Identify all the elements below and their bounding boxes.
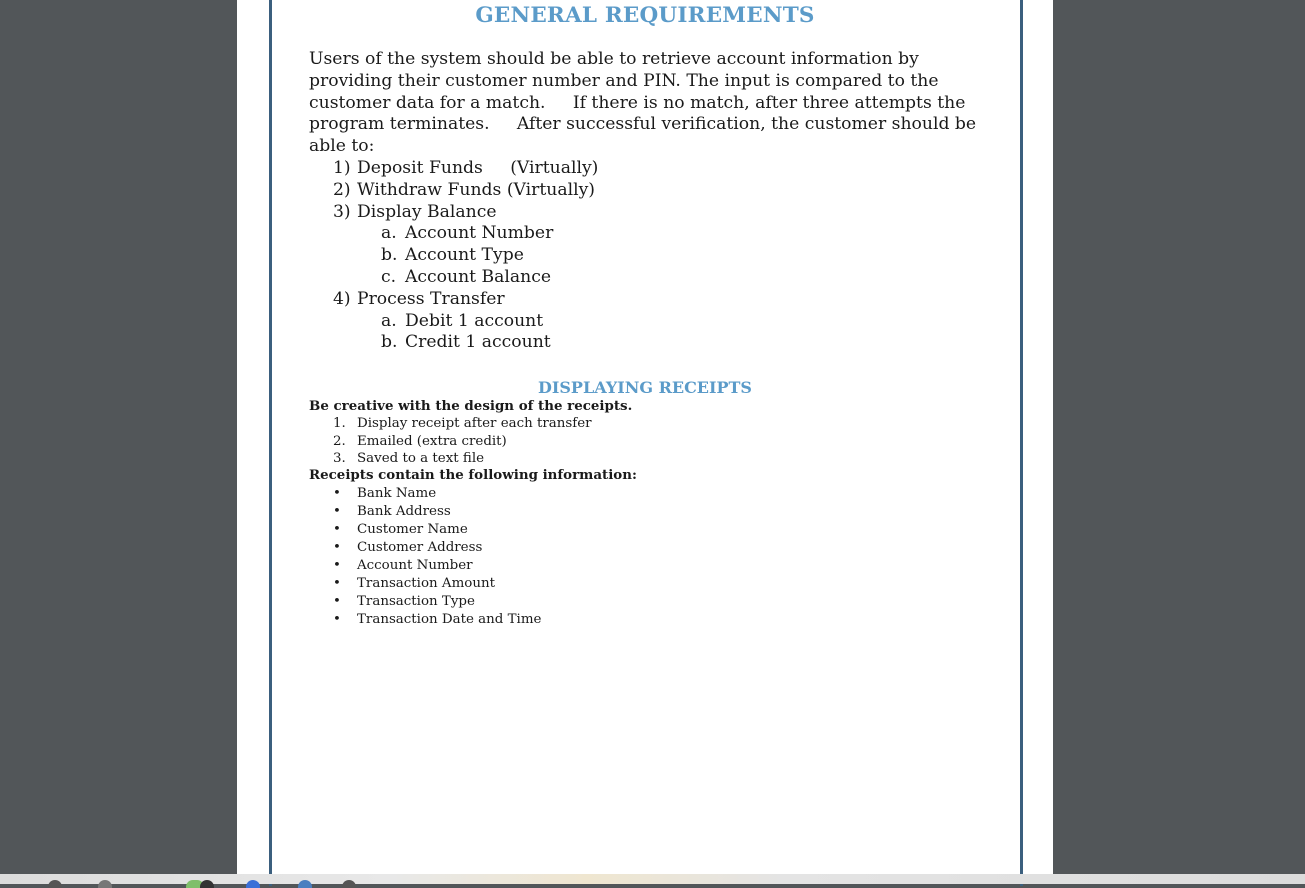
list-item (333, 593, 541, 611)
list-number: 1) (333, 158, 351, 178)
receipt-steps-list (333, 415, 592, 468)
bullet-icon: • (333, 522, 341, 537)
list-item (333, 575, 541, 593)
bullet-icon: • (333, 576, 341, 591)
list-item (333, 180, 598, 202)
feature-list (333, 158, 598, 354)
list-item (333, 415, 592, 433)
bullet-icon: • (333, 504, 341, 519)
bullet-icon: • (333, 540, 341, 555)
taskbar-app-icon[interactable] (200, 880, 214, 888)
list-number: 1. (333, 416, 346, 431)
list-label: Display Balance (357, 201, 497, 222)
list-label: Account Type (405, 245, 524, 266)
bullet-icon: • (333, 486, 341, 501)
list-label: Account Number (405, 223, 554, 244)
list-letter: a. (381, 310, 397, 331)
list-label: Account Balance (405, 266, 552, 287)
list-item (333, 521, 541, 539)
list-letter: b. (381, 245, 398, 266)
taskbar-app-icon[interactable] (246, 880, 260, 888)
list-number: 4) (333, 288, 351, 309)
list-subitem (333, 223, 598, 245)
list-label: Customer Name (357, 522, 468, 537)
receipts-intro: Be creative with the design of the receipts. (309, 398, 633, 414)
list-item (333, 433, 592, 451)
list-letter: b. (381, 332, 398, 353)
list-item (333, 158, 598, 180)
list-item (333, 289, 598, 311)
document-page (237, 0, 1053, 874)
list-label: Credit 1 account (405, 332, 551, 353)
list-number: 2. (333, 433, 346, 449)
bullet-icon: • (333, 612, 341, 627)
list-number: 2) (333, 179, 351, 200)
list-label: Transaction Amount (357, 576, 495, 591)
list-subitem (333, 267, 598, 289)
taskbar-app-icon[interactable] (298, 880, 312, 888)
list-number: 3) (333, 201, 351, 222)
list-label: Display receipt after each transfer (357, 416, 592, 431)
taskbar-app-icon[interactable] (48, 880, 62, 888)
list-subitem (333, 245, 598, 267)
list-number: 3. (333, 451, 346, 467)
receipt-info-list (333, 485, 541, 629)
taskbar-app-icon[interactable] (342, 880, 356, 888)
list-label: Debit 1 account (405, 310, 544, 331)
receipt-info-heading: Receipts contain the following information: (309, 467, 637, 483)
list-label: Saved to a text file (357, 451, 485, 467)
heading-displaying-receipts: DISPLAYING RECEIPTS (538, 378, 752, 397)
list-label: Transaction Date and Time (357, 612, 542, 627)
list-label: Account Number (357, 558, 473, 573)
list-label: Transaction Type (357, 594, 475, 609)
bullet-icon: • (333, 558, 341, 573)
list-label: Bank Address (357, 504, 451, 519)
list-subitem (333, 332, 598, 354)
list-item (333, 202, 598, 224)
list-label: Process Transfer (357, 288, 505, 309)
intro-paragraph: Users of the system should be able to retrieve account information by providing their customer number and PIN. The input is compared to the customer data for a match. If there is no match, after three attempts the program terminates. After successful verification, the customer should be able to: (309, 49, 977, 157)
list-item (333, 450, 592, 468)
taskbar-app-icon[interactable] (98, 880, 112, 888)
list-item (333, 611, 541, 629)
list-item (333, 539, 541, 557)
list-letter: c. (381, 266, 397, 287)
list-label: Bank Name (357, 486, 437, 501)
list-label: Withdraw Funds (Virtually) (357, 179, 595, 200)
list-item (333, 557, 541, 575)
list-item (333, 485, 541, 503)
list-item (333, 503, 541, 521)
bullet-icon: • (333, 594, 341, 609)
list-letter: a. (381, 223, 397, 244)
list-label: Deposit Funds (Virtually) (357, 158, 599, 178)
list-subitem (333, 311, 598, 333)
list-label: Customer Address (357, 540, 483, 555)
list-label: Emailed (extra credit) (357, 433, 507, 449)
taskbar (0, 874, 1305, 884)
heading-general-requirements: GENERAL REQUIREMENTS (475, 3, 815, 28)
